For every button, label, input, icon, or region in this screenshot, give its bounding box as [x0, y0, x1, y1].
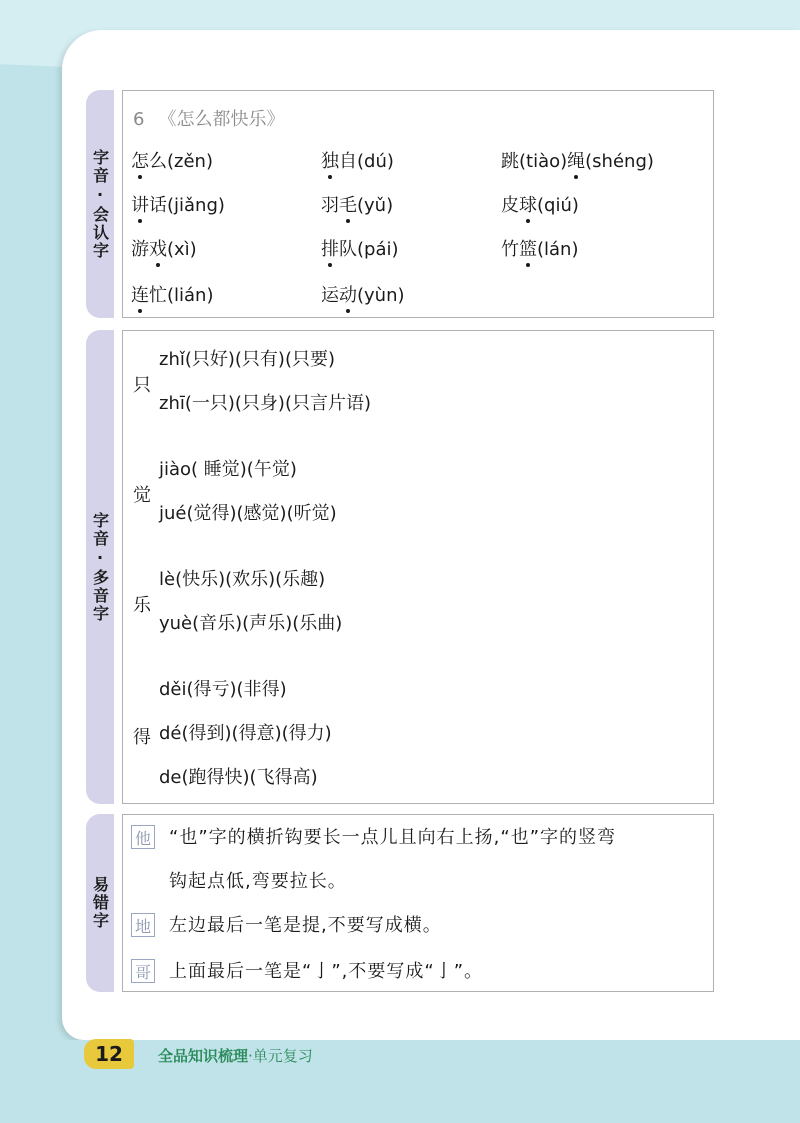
recognize-chars-box [122, 90, 714, 318]
char-item-suffix: (yùn) [357, 285, 405, 306]
char-item [131, 191, 225, 217]
lesson-number: 6 [133, 109, 145, 130]
char-item-suffix: 队(pái) [339, 239, 399, 260]
polyphone-reading: lè(快乐)(欢乐)(乐趣) [159, 569, 326, 590]
char-item-suffix: (lán) [537, 239, 579, 260]
polyphone-reading: dé(得到)(得意)(得力) [159, 723, 332, 744]
polyphone-char: 只 [133, 375, 151, 396]
error-note: 上面最后一笔是“亅”,不要写成“亅”。 [169, 961, 484, 982]
char-item [131, 281, 214, 307]
emphasized-char: 排 [321, 235, 339, 261]
polyphone-reading: jiào( 睡觉)(午觉) [159, 459, 297, 480]
error-char-box: 地 [131, 913, 155, 937]
error-char-box: 他 [131, 825, 155, 849]
char-item [501, 147, 654, 173]
char-item-suffix: 话(jiǎng) [149, 195, 225, 216]
section-tab-polyphones [86, 330, 114, 804]
error-prone-box [122, 814, 714, 992]
section-tab-label: 字音·会认字 [90, 148, 110, 260]
footer-subtitle: 单元复习 [252, 1047, 313, 1065]
char-item-prefix: 跳(tiào) [501, 151, 568, 172]
char-item-suffix: 自(dú) [339, 151, 394, 172]
section-tab-label: 字音·多音字 [90, 511, 110, 623]
char-item [321, 191, 393, 217]
polyphone-reading: zhǐ(只好)(只有)(只要) [159, 349, 335, 370]
error-char-box: 哥 [131, 959, 155, 983]
polyphones-box [122, 330, 714, 804]
char-item-prefix: 羽 [321, 195, 339, 216]
char-item-suffix: (shéng) [585, 151, 654, 172]
emphasized-char: 怎 [131, 147, 149, 173]
char-item-prefix: 运 [321, 285, 339, 306]
emphasized-char: 连 [131, 281, 149, 307]
char-item [321, 147, 394, 173]
char-item [131, 147, 213, 173]
polyphone-reading: děi(得亏)(非得) [159, 679, 287, 700]
emphasized-char: 篮 [519, 235, 537, 261]
emphasized-char: 毛 [339, 191, 357, 217]
polyphone-char: 乐 [133, 595, 151, 616]
polyphone-reading: zhī(一只)(只身)(只言片语) [159, 393, 371, 414]
emphasized-char: 独 [321, 147, 339, 173]
footer-separator: · [248, 1047, 253, 1065]
char-item-prefix: 皮 [501, 195, 519, 216]
char-item-prefix: 竹 [501, 239, 519, 260]
polyphone-reading: de(跑得快)(飞得高) [159, 767, 318, 788]
emphasized-char: 戏 [149, 235, 167, 261]
char-item-suffix: 忙(lián) [149, 285, 214, 306]
error-note: 钩起点低,弯要拉长。 [169, 871, 347, 892]
emphasized-char: 球 [519, 191, 537, 217]
char-item-suffix: (xì) [167, 239, 197, 260]
char-item-suffix: 么(zěn) [149, 151, 213, 172]
polyphone-reading: jué(觉得)(感觉)(听觉) [159, 503, 337, 524]
polyphone-char: 得 [133, 727, 151, 748]
char-item-suffix: (yǔ) [357, 195, 394, 216]
polyphone-char: 觉 [133, 485, 151, 506]
char-item-prefix: 游 [131, 239, 149, 260]
error-note: 左边最后一笔是提,不要写成横。 [169, 915, 442, 936]
footer-title [158, 1045, 313, 1066]
page-number: 12 [84, 1039, 134, 1069]
error-note: “也”字的横折钩要长一点儿且向右上扬,“也”字的竖弯 [169, 827, 617, 848]
section-tab-recognize-chars [86, 90, 114, 318]
book-title: 全品知识梳理 [158, 1047, 249, 1065]
polyphone-reading: yuè(音乐)(声乐)(乐曲) [159, 613, 343, 634]
char-item [321, 281, 405, 307]
char-item [131, 235, 197, 261]
section-tab-label: 易错字 [90, 876, 110, 930]
lesson-name: 《怎么都快乐》 [158, 109, 285, 130]
emphasized-char: 讲 [131, 191, 149, 217]
char-item [321, 235, 399, 261]
lesson-title [133, 105, 284, 131]
char-item [501, 235, 578, 261]
emphasized-char: 动 [339, 281, 357, 307]
char-item [501, 191, 579, 217]
emphasized-char: 绳 [567, 147, 585, 173]
char-item-suffix: (qiú) [537, 195, 579, 216]
section-tab-error-prone [86, 814, 114, 992]
